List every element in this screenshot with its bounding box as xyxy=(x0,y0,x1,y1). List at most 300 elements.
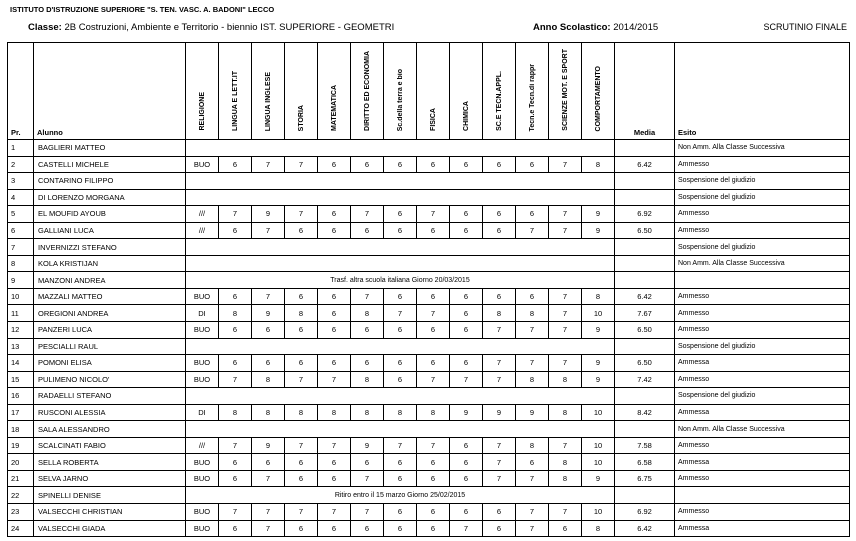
grade-cell: 6 xyxy=(384,470,417,487)
table-row xyxy=(8,189,850,206)
grade-cell: 7 xyxy=(252,520,285,537)
esito-cell: Ammesso xyxy=(675,504,850,521)
grade-cell: 6 xyxy=(483,156,516,173)
note-cell: Ritiro entro il 15 marzo Giorno 25/02/2015 xyxy=(186,487,615,504)
grade-cell: 6 xyxy=(384,371,417,388)
grade-cell: 10 xyxy=(582,404,615,421)
subject-label: CHIMICA xyxy=(462,101,470,131)
row-number-cell: 14 xyxy=(8,355,34,372)
col-header-chimica xyxy=(450,43,483,140)
grade-cell: 6 xyxy=(252,454,285,471)
subject-label: LINGUA E LETT.IT xyxy=(231,70,239,131)
col-header-matematica xyxy=(318,43,351,140)
row-number-cell: 19 xyxy=(8,437,34,454)
esito-cell: Non Amm. Alla Classe Successiva xyxy=(675,421,850,438)
col-header-tecn-e-tecn-di-rappr xyxy=(516,43,549,140)
table-row xyxy=(8,470,850,487)
grade-cell: 10 xyxy=(582,437,615,454)
table-row xyxy=(8,371,850,388)
esito-cell: Ammesso xyxy=(675,305,850,322)
grade-cell: 7 xyxy=(285,371,318,388)
grade-cell: 6 xyxy=(318,305,351,322)
row-number-cell: 13 xyxy=(8,338,34,355)
student-name-cell: MAZZALI MATTEO xyxy=(34,288,186,305)
grade-cell: 7 xyxy=(483,371,516,388)
grade-cell: 6 xyxy=(417,222,450,239)
grade-cell: 7 xyxy=(516,222,549,239)
grade-cell: 8 xyxy=(219,404,252,421)
grade-cell: 8 xyxy=(384,404,417,421)
grade-cell: 6 xyxy=(450,355,483,372)
grade-cell: /// xyxy=(186,437,219,454)
grade-cell: 6 xyxy=(516,288,549,305)
class-label: Classe: xyxy=(28,22,62,33)
grade-cell: 7 xyxy=(285,156,318,173)
esito-cell: Ammessa xyxy=(675,355,850,372)
grade-cell: 9 xyxy=(450,404,483,421)
media-cell xyxy=(615,487,675,504)
grade-cell: 8 xyxy=(549,371,582,388)
empty-grades-cell xyxy=(186,421,615,438)
esito-cell: Non Amm. Alla Classe Successiva xyxy=(675,255,850,272)
media-cell: 6.92 xyxy=(615,206,675,223)
student-name-cell: GALLIANI LUCA xyxy=(34,222,186,239)
grade-cell: 6 xyxy=(483,206,516,223)
esito-cell: Sospensione del giudizio xyxy=(675,189,850,206)
scrutinio-title: SCRUTINIO FINALE xyxy=(763,22,847,32)
grade-cell: 8 xyxy=(582,156,615,173)
grade-cell: BUO xyxy=(186,322,219,339)
grade-cell: 8 xyxy=(285,404,318,421)
report-subheader xyxy=(0,22,856,36)
col-header-sc-e-tecn-appl xyxy=(483,43,516,140)
grade-cell: 8 xyxy=(351,371,384,388)
grade-cell: 7 xyxy=(549,222,582,239)
grade-cell: 7 xyxy=(549,504,582,521)
grade-cell: 6 xyxy=(384,454,417,471)
col-header-comportamento xyxy=(582,43,615,140)
grade-cell: 6 xyxy=(351,355,384,372)
col-header-media: Media xyxy=(615,43,675,140)
grade-cell: 6 xyxy=(549,520,582,537)
empty-grades-cell xyxy=(186,189,615,206)
row-number-cell: 16 xyxy=(8,388,34,405)
col-header-pr: Pr. xyxy=(8,43,34,140)
table-row xyxy=(8,487,850,504)
col-header-religione xyxy=(186,43,219,140)
grade-cell: 6 xyxy=(219,454,252,471)
grade-cell: 7 xyxy=(219,206,252,223)
student-name-cell: VALSECCHI GIADA xyxy=(34,520,186,537)
grade-cell: 6 xyxy=(351,520,384,537)
grade-cell: 8 xyxy=(549,454,582,471)
grade-cell: 6 xyxy=(318,156,351,173)
grade-cell: 7 xyxy=(351,206,384,223)
row-number-cell: 11 xyxy=(8,305,34,322)
col-header-scienze-mot-e-sport xyxy=(549,43,582,140)
col-header-fisica xyxy=(417,43,450,140)
esito-cell: Ammesso xyxy=(675,222,850,239)
grade-cell: 9 xyxy=(582,470,615,487)
table-row xyxy=(8,173,850,190)
grade-cell: 9 xyxy=(351,437,384,454)
row-number-cell: 17 xyxy=(8,404,34,421)
col-header-sc-della-terra-e-bio xyxy=(384,43,417,140)
grade-cell: 6 xyxy=(417,470,450,487)
grade-cell: 6 xyxy=(450,206,483,223)
esito-cell: Ammesso xyxy=(675,437,850,454)
empty-grades-cell xyxy=(186,388,615,405)
media-cell xyxy=(615,272,675,289)
row-number-cell: 8 xyxy=(8,255,34,272)
grade-cell: 7 xyxy=(516,520,549,537)
grade-cell: 6 xyxy=(318,222,351,239)
grade-cell: 6 xyxy=(318,355,351,372)
row-number-cell: 1 xyxy=(8,140,34,157)
grade-cell: 6 xyxy=(285,288,318,305)
esito-cell xyxy=(675,487,850,504)
grade-cell: 6 xyxy=(516,206,549,223)
grade-cell: 6 xyxy=(483,222,516,239)
grade-cell: 7 xyxy=(549,437,582,454)
grade-cell: 7 xyxy=(351,470,384,487)
subject-label: STORIA xyxy=(297,104,305,131)
row-number-cell: 23 xyxy=(8,504,34,521)
grade-cell: 6 xyxy=(450,222,483,239)
empty-grades-cell xyxy=(186,255,615,272)
grade-cell: 8 xyxy=(483,305,516,322)
student-name-cell: PESCIALLI RAUL xyxy=(34,338,186,355)
subject-label: Tecn.e Tecn.di rappr xyxy=(528,63,536,131)
table-row xyxy=(8,222,850,239)
grade-cell: 6 xyxy=(318,206,351,223)
subject-label: FISICA xyxy=(429,108,437,131)
empty-grades-cell xyxy=(186,173,615,190)
grade-cell: 7 xyxy=(351,504,384,521)
grade-cell: 7 xyxy=(549,322,582,339)
grade-cell: BUO xyxy=(186,454,219,471)
grade-cell: 6 xyxy=(318,470,351,487)
row-number-cell: 2 xyxy=(8,156,34,173)
student-name-cell: RUSCONI ALESSIA xyxy=(34,404,186,421)
grade-cell: 6 xyxy=(285,520,318,537)
grade-cell: 6 xyxy=(285,322,318,339)
grade-cell: 7 xyxy=(351,288,384,305)
grade-cell: /// xyxy=(186,222,219,239)
grade-cell: 6 xyxy=(219,156,252,173)
student-name-cell: KOLA KRISTIJAN xyxy=(34,255,186,272)
col-header-storia xyxy=(285,43,318,140)
grade-cell: 7 xyxy=(252,222,285,239)
subject-label: Sc.della terra e bio xyxy=(396,68,404,131)
grade-cell: 6 xyxy=(219,470,252,487)
media-cell: 6.50 xyxy=(615,322,675,339)
table-row xyxy=(8,355,850,372)
grade-cell: 7 xyxy=(516,470,549,487)
grade-cell: 6 xyxy=(450,322,483,339)
grade-cell: BUO xyxy=(186,371,219,388)
subject-label: LINGUA INGLESE xyxy=(264,71,272,131)
esito-cell: Sospensione del giudizio xyxy=(675,388,850,405)
grade-cell: 8 xyxy=(417,404,450,421)
grade-cell: 8 xyxy=(516,305,549,322)
empty-grades-cell xyxy=(186,338,615,355)
media-cell: 6.75 xyxy=(615,470,675,487)
note-cell: Trasf. altra scuola italiana Giorno 20/03/2015 xyxy=(186,272,615,289)
table-row xyxy=(8,255,850,272)
grade-cell: BUO xyxy=(186,355,219,372)
esito-cell: Ammesso xyxy=(675,206,850,223)
grade-cell: BUO xyxy=(186,504,219,521)
row-number-cell: 3 xyxy=(8,173,34,190)
table-row xyxy=(8,322,850,339)
grade-cell: 7 xyxy=(252,470,285,487)
grade-cell: 8 xyxy=(516,371,549,388)
student-name-cell: MANZONI ANDREA xyxy=(34,272,186,289)
grade-cell: 6 xyxy=(384,322,417,339)
media-cell xyxy=(615,421,675,438)
row-number-cell: 7 xyxy=(8,239,34,256)
grade-cell: 7 xyxy=(450,520,483,537)
table-header-row xyxy=(8,43,850,140)
grade-cell: 6 xyxy=(417,355,450,372)
class-value: 2B Costruzioni, Ambiente e Territorio - biennio IST. SUPERIORE - GEOMETRI xyxy=(64,22,395,33)
grade-cell: 7 xyxy=(516,355,549,372)
esito-cell: Ammessa xyxy=(675,404,850,421)
grade-cell: 9 xyxy=(582,355,615,372)
grade-cell: 8 xyxy=(351,305,384,322)
grade-cell: 7 xyxy=(318,437,351,454)
grade-cell: 6 xyxy=(516,454,549,471)
grade-cell: 8 xyxy=(285,305,318,322)
grade-cell: 6 xyxy=(219,288,252,305)
grade-cell: 8 xyxy=(549,470,582,487)
grade-cell: 8 xyxy=(549,404,582,421)
grade-cell: DI xyxy=(186,305,219,322)
grade-cell: 9 xyxy=(252,305,285,322)
media-cell xyxy=(615,338,675,355)
subject-label: DIRITTO ED ECONOMIA xyxy=(363,51,371,131)
grade-cell: 8 xyxy=(318,404,351,421)
grade-cell: 7 xyxy=(417,206,450,223)
table-row xyxy=(8,454,850,471)
grade-cell: 6 xyxy=(417,520,450,537)
grade-cell: 6 xyxy=(351,156,384,173)
media-cell xyxy=(615,255,675,272)
grade-cell: 7 xyxy=(483,454,516,471)
grade-cell: 6 xyxy=(450,156,483,173)
student-name-cell: EL MOUFID AYOUB xyxy=(34,206,186,223)
grade-cell: 9 xyxy=(483,404,516,421)
row-number-cell: 21 xyxy=(8,470,34,487)
grade-cell: 8 xyxy=(516,437,549,454)
table-row xyxy=(8,421,850,438)
grade-cell: 7 xyxy=(450,371,483,388)
grade-cell: 7 xyxy=(417,437,450,454)
grade-cell: 7 xyxy=(219,371,252,388)
grade-cell: 9 xyxy=(582,371,615,388)
grade-cell: 6 xyxy=(252,355,285,372)
media-cell: 6.50 xyxy=(615,355,675,372)
row-number-cell: 5 xyxy=(8,206,34,223)
esito-cell: Sospensione del giudizio xyxy=(675,338,850,355)
grade-cell: 7 xyxy=(483,322,516,339)
student-name-cell: SPINELLI DENISE xyxy=(34,487,186,504)
table-row xyxy=(8,520,850,537)
student-name-cell: BAGLIERI MATTEO xyxy=(34,140,186,157)
grade-cell: 8 xyxy=(252,404,285,421)
grade-cell: 8 xyxy=(219,305,252,322)
class-info xyxy=(28,22,394,33)
grade-cell: 6 xyxy=(219,355,252,372)
esito-cell: Sospensione del giudizio xyxy=(675,239,850,256)
esito-cell: Ammesso xyxy=(675,288,850,305)
grade-cell: 6 xyxy=(252,322,285,339)
row-number-cell: 12 xyxy=(8,322,34,339)
media-cell: 6.42 xyxy=(615,288,675,305)
media-cell xyxy=(615,388,675,405)
media-cell xyxy=(615,140,675,157)
grade-cell: 6 xyxy=(384,288,417,305)
grade-cell: 6 xyxy=(417,156,450,173)
row-number-cell: 18 xyxy=(8,421,34,438)
row-number-cell: 24 xyxy=(8,520,34,537)
student-name-cell: SELLA ROBERTA xyxy=(34,454,186,471)
grade-cell: 6 xyxy=(516,156,549,173)
grade-cell: 6 xyxy=(285,355,318,372)
grade-cell: 7 xyxy=(285,504,318,521)
school-year-value: 2014/2015 xyxy=(613,22,659,33)
row-number-cell: 4 xyxy=(8,189,34,206)
media-cell xyxy=(615,189,675,206)
grade-cell: 7 xyxy=(219,504,252,521)
grade-cell: 7 xyxy=(252,504,285,521)
row-number-cell: 20 xyxy=(8,454,34,471)
grade-cell: 7 xyxy=(285,437,318,454)
grade-cell: 10 xyxy=(582,504,615,521)
grade-cell: 6 xyxy=(450,454,483,471)
table-row xyxy=(8,206,850,223)
grade-cell: 7 xyxy=(252,288,285,305)
media-cell xyxy=(615,173,675,190)
student-name-cell: POMONI ELISA xyxy=(34,355,186,372)
grade-cell: 6 xyxy=(351,222,384,239)
grade-cell: 6 xyxy=(318,322,351,339)
grade-cell: 9 xyxy=(516,404,549,421)
grade-cell: 7 xyxy=(384,437,417,454)
media-cell: 7.58 xyxy=(615,437,675,454)
grade-cell: DI xyxy=(186,404,219,421)
grade-cell: 7 xyxy=(252,156,285,173)
grade-cell: 7 xyxy=(483,470,516,487)
grade-cell: 7 xyxy=(285,206,318,223)
table-row xyxy=(8,140,850,157)
grade-cell: 7 xyxy=(318,504,351,521)
grade-cell: 8 xyxy=(351,404,384,421)
grade-cell: 6 xyxy=(450,437,483,454)
grade-cell: 6 xyxy=(285,470,318,487)
grade-cell: 6 xyxy=(450,305,483,322)
grade-cell: 6 xyxy=(219,520,252,537)
student-name-cell: VALSECCHI CHRISTIAN xyxy=(34,504,186,521)
grade-cell: 7 xyxy=(483,437,516,454)
media-cell: 6.50 xyxy=(615,222,675,239)
col-header-diritto-ed-economia xyxy=(351,43,384,140)
grade-cell: 9 xyxy=(582,222,615,239)
grade-cell: 7 xyxy=(549,206,582,223)
grade-cell: 7 xyxy=(483,355,516,372)
grade-cell: 6 xyxy=(417,322,450,339)
grade-cell: 6 xyxy=(318,520,351,537)
media-cell: 6.92 xyxy=(615,504,675,521)
grade-cell: /// xyxy=(186,206,219,223)
student-name-cell: SALA ALESSANDRO xyxy=(34,421,186,438)
grade-cell: 6 xyxy=(351,454,384,471)
grade-cell: 6 xyxy=(318,288,351,305)
media-cell: 7.67 xyxy=(615,305,675,322)
table-row xyxy=(8,338,850,355)
esito-cell: Ammesso xyxy=(675,156,850,173)
grade-cell: 9 xyxy=(582,206,615,223)
grade-cell: 7 xyxy=(384,305,417,322)
esito-cell: Ammessa xyxy=(675,454,850,471)
school-name: ISTITUTO D'ISTRUZIONE SUPERIORE "S. TEN. VASC. A. BADONI" LECCO xyxy=(10,5,275,14)
grade-cell: 6 xyxy=(384,222,417,239)
student-name-cell: OREGIONI ANDREA xyxy=(34,305,186,322)
table-row xyxy=(8,156,850,173)
subject-label: SCIENZE MOT. E SPORT xyxy=(561,49,569,131)
table-row xyxy=(8,288,850,305)
table-row xyxy=(8,404,850,421)
grade-cell: 7 xyxy=(516,504,549,521)
row-number-cell: 6 xyxy=(8,222,34,239)
student-name-cell: RADAELLI STEFANO xyxy=(34,388,186,405)
media-cell: 8.42 xyxy=(615,404,675,421)
row-number-cell: 9 xyxy=(8,272,34,289)
grade-cell: 6 xyxy=(384,156,417,173)
grade-cell: 6 xyxy=(384,520,417,537)
student-name-cell: CASTELLI MICHELE xyxy=(34,156,186,173)
subject-label: MATEMATICA xyxy=(330,84,338,131)
grade-cell: 7 xyxy=(549,156,582,173)
row-number-cell: 10 xyxy=(8,288,34,305)
grade-cell: 6 xyxy=(219,322,252,339)
grade-cell: BUO xyxy=(186,288,219,305)
esito-cell: Ammesso xyxy=(675,371,850,388)
student-name-cell: INVERNIZZI STEFANO xyxy=(34,239,186,256)
table-row xyxy=(8,388,850,405)
esito-cell: Non Amm. Alla Classe Successiva xyxy=(675,140,850,157)
grade-cell: 10 xyxy=(582,305,615,322)
student-name-cell: DI LORENZO MORGANA xyxy=(34,189,186,206)
esito-cell: Sospensione del giudizio xyxy=(675,173,850,190)
school-year-label: Anno Scolastico: xyxy=(533,22,611,33)
table-row xyxy=(8,239,850,256)
esito-cell: Ammesso xyxy=(675,470,850,487)
table-row xyxy=(8,272,850,289)
grade-cell: 7 xyxy=(516,322,549,339)
row-number-cell: 22 xyxy=(8,487,34,504)
grade-cell: 7 xyxy=(417,371,450,388)
grade-cell: 6 xyxy=(285,222,318,239)
esito-cell: Ammessa xyxy=(675,520,850,537)
media-cell: 6.42 xyxy=(615,520,675,537)
empty-grades-cell xyxy=(186,140,615,157)
media-cell: 6.42 xyxy=(615,156,675,173)
grade-cell: 6 xyxy=(384,355,417,372)
grade-cell: 6 xyxy=(384,504,417,521)
table-row xyxy=(8,305,850,322)
